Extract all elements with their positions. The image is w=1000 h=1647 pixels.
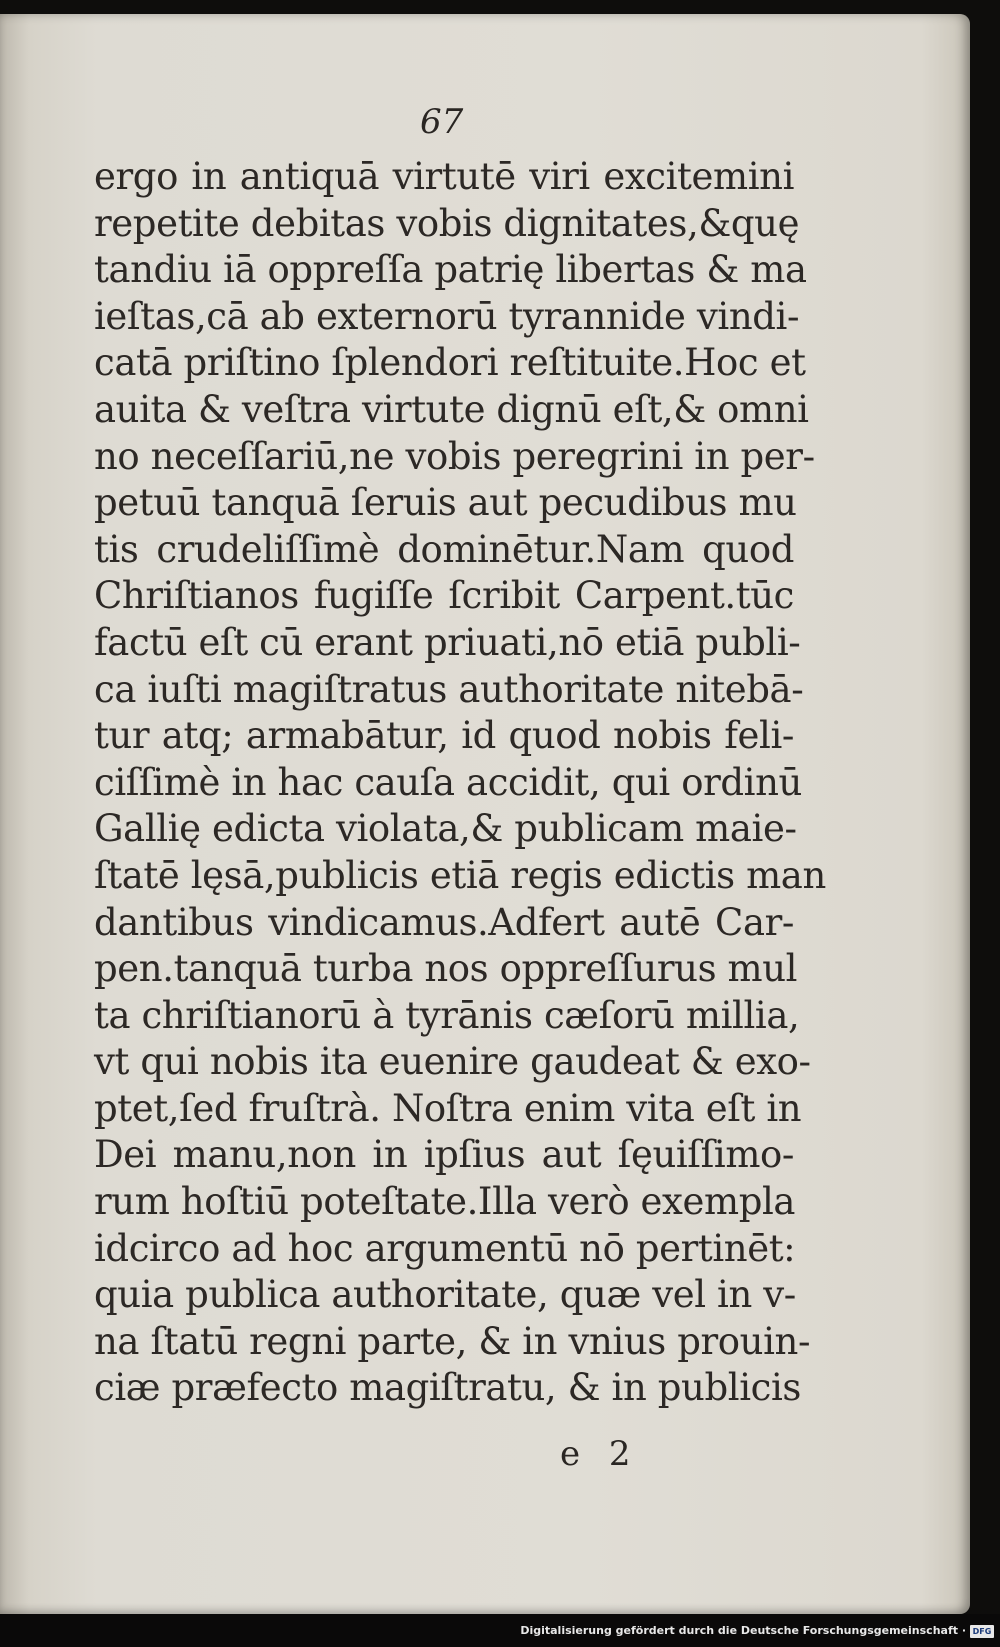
- text-line: ca iuſti magiſtratus authoritate nitebā-: [94, 667, 804, 711]
- text-line: ieſtas,cā ab externorū tyrannide vindi-: [94, 294, 800, 338]
- text-line: vt qui nobis ita euenire gaudeat & exo-: [94, 1040, 811, 1084]
- text-line: tis crudeliſſimè dominētur.Nam quod: [94, 527, 794, 571]
- page-number: 67: [420, 102, 464, 142]
- book-page: [0, 14, 970, 1614]
- text-line: no neceſſariū,ne vobis peregrini in per-: [94, 434, 815, 478]
- funding-credit: Digitalisierung gefördert durch die Deutsche Forschungsgemeinschaft ·: [520, 1624, 966, 1637]
- text-line: catā priſtino ſplendori reſtituite.Hoc et: [94, 341, 806, 385]
- text-line: tur atq; armabātur, id quod nobis feli-: [94, 714, 794, 758]
- dfg-logo-icon: DFG: [970, 1625, 994, 1638]
- text-line: dantibus vindicamus.Adfert autē Car-: [94, 900, 794, 944]
- footer-strip: [0, 1614, 1000, 1647]
- text-line: repetite debitas vobis dignitates,&quę: [94, 201, 800, 245]
- text-line: ta chriſtianorū à tyrānis cæſorū millia,: [94, 993, 800, 1037]
- text-line: ciſſimè in hac cauſa accidit, qui ordinū: [94, 760, 802, 804]
- text-line: ciæ præfecto magiſtratu, & in publicis: [94, 1366, 801, 1410]
- text-line: idcirco ad hoc argumentū nō pertinēt:: [94, 1226, 796, 1270]
- signature-mark: e 2: [560, 1434, 631, 1474]
- text-line: ptet,ſed fruſtrà. Noſtra enim vita eſt in: [94, 1086, 802, 1130]
- text-line: ergo in antiquā virtutē viri excitemini: [94, 155, 794, 198]
- text-line: Gallię edicta violata,& publicam maie-: [94, 807, 797, 851]
- text-line: auita & veſtra virtute dignū eſt,& omni: [94, 387, 809, 431]
- text-line: Chriſtianos fugiſſe ſcribit Carpent.tūc: [94, 574, 794, 618]
- text-line: rum hoſtiū poteſtate.Illa verò exempla: [94, 1180, 796, 1224]
- text-line: pen.tanquā turba nos oppreſſurus mul: [94, 947, 798, 991]
- text-line: quia publica authoritate, quæ vel in v-: [94, 1273, 796, 1317]
- text-line: ſtatē lęsā,publicis etiā regis edictis man: [94, 853, 826, 897]
- text-line: factū eſt cū erant priuati,nō etiā publi-: [94, 620, 801, 664]
- text-line: na ſtatū regni parte, & in vnius prouin-: [94, 1319, 811, 1363]
- text-line: tandiu iā oppreſſa patrię libertas & ma: [94, 248, 807, 292]
- text-line: Dei manu,non in ipſius aut ſęuiſſimo-: [94, 1133, 794, 1177]
- text-line: petuū tanquā ſeruis aut pecudibus mu: [94, 481, 797, 525]
- text-block: [94, 154, 826, 1412]
